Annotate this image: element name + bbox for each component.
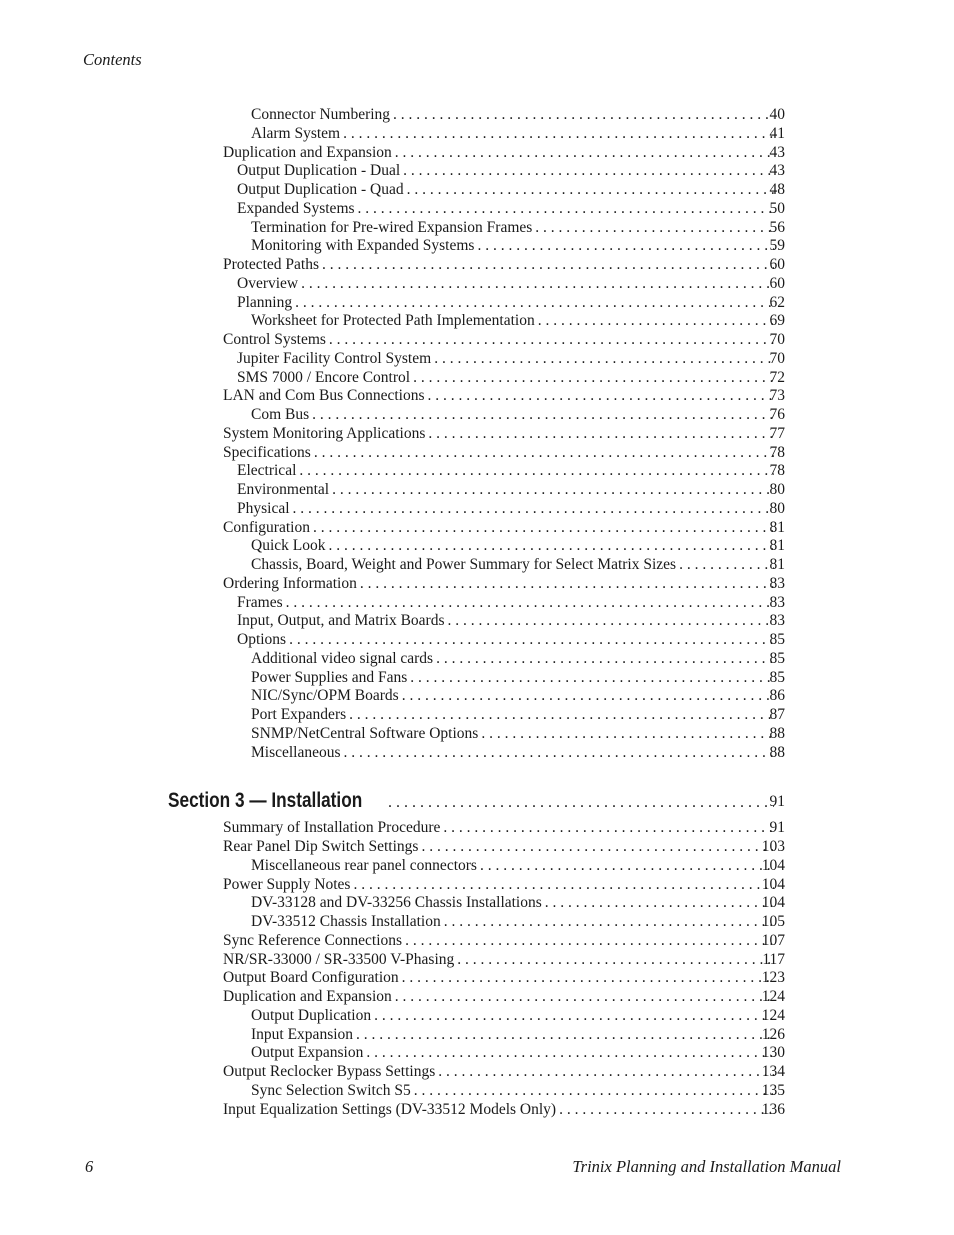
toc-entry-title: Environmental [237,481,330,498]
toc-entry[interactable] [0,631,954,650]
toc-entry[interactable] [0,125,954,144]
toc-entry[interactable] [0,1026,954,1045]
dot-leader [481,725,774,744]
toc-entry-title: Additional video signal cards [251,649,434,667]
dot-leader [413,369,774,388]
dot-leader [448,612,774,631]
toc-entry[interactable] [0,650,954,669]
toc-entry-page: 126 [761,1025,785,1043]
toc-entry[interactable] [0,1063,954,1082]
toc-entry-page: 105 [761,913,785,930]
toc-entry-title: Rear Panel Dip Switch Settings [223,838,419,855]
toc-entry-page: 134 [761,1063,785,1080]
table-of-contents [0,106,954,1119]
toc-entry-title: Alarm System [251,124,341,142]
toc-entry-page: 85 [769,649,785,667]
toc-entry-page: 104 [761,875,785,893]
dot-leader [388,794,774,812]
toc-entry[interactable] [0,932,954,951]
toc-entry[interactable] [0,706,954,725]
dot-leader [299,462,774,481]
toc-entry-title: Frames [237,593,283,611]
toc-entry-page: 70 [769,331,785,348]
toc-entry[interactable] [0,594,954,613]
toc-entry-title: Duplication and Expansion [223,143,392,161]
toc-entry[interactable] [0,988,954,1007]
toc-entry-page: 107 [761,931,785,949]
toc-entry-title: Com Bus [251,406,310,423]
toc-entry-page: 85 [769,668,785,686]
toc-entry-page: 88 [769,724,785,742]
toc-entry[interactable] [0,575,954,594]
dot-leader [289,631,774,650]
toc-entry[interactable] [0,951,954,970]
toc-entry[interactable] [0,537,954,556]
toc-entry[interactable] [0,237,954,256]
toc-entry-title: Connector Numbering [251,106,391,123]
toc-entry-page: 136 [761,1100,785,1118]
dot-leader [295,294,774,313]
dot-leader [395,144,774,163]
toc-group-after [0,819,954,1119]
dot-leader [329,331,774,350]
toc-entry-title: Miscellaneous rear panel connectors [251,856,477,874]
toc-entry-title: Options [237,631,287,648]
toc-entry[interactable] [0,144,954,163]
dot-leader [438,1063,774,1082]
toc-entry[interactable] [0,294,954,313]
toc-entry-title: Output Reclocker Bypass Settings [223,1063,436,1080]
toc-entry-title: Input, Output, and Matrix Boards [237,612,445,630]
toc-entry-page: 60 [769,274,785,292]
toc-entry[interactable] [0,369,954,388]
toc-entry-title: Chassis, Board, Weight and Power Summary for Select Matrix Sizes [251,556,677,573]
toc-entry[interactable] [0,106,954,125]
toc-entry-title: SNMP/NetCentral Software Options [251,724,479,742]
toc-group-before [0,106,954,762]
dot-leader [356,1026,774,1045]
toc-entry-title: NIC/Sync/OPM Boards [251,687,399,705]
dot-leader [443,819,774,838]
dot-leader [353,876,774,895]
toc-entry-page: 123 [761,969,785,987]
toc-entry-page: 130 [761,1044,785,1062]
dot-leader [535,219,774,238]
toc-entry[interactable] [0,1007,954,1026]
toc-entry[interactable] [0,256,954,275]
toc-entry[interactable] [0,200,954,219]
dot-leader [393,106,774,125]
dot-leader [349,706,774,725]
toc-entry[interactable] [0,1101,954,1120]
toc-entry-page: 135 [761,1081,785,1099]
toc-entry-page: 73 [769,387,785,405]
dot-leader [538,312,774,331]
toc-entry-page: 86 [769,687,785,705]
toc-entry[interactable] [0,687,954,706]
dot-leader [395,988,774,1007]
toc-entry-title: Miscellaneous [251,743,341,761]
toc-entry-title: Input Equalization Settings (DV-33512 Models Only) [223,1100,557,1118]
toc-entry-page: 62 [769,293,785,311]
dot-leader [301,275,774,294]
dot-leader [434,350,774,369]
dot-leader [403,162,774,181]
toc-entry[interactable] [0,425,954,444]
toc-entry-title: DV-33128 and DV-33256 Chassis Installations [251,894,542,912]
dot-leader [358,200,774,219]
toc-entry[interactable] [0,331,954,350]
toc-entry-title: Sync Reference Connections [223,931,403,949]
toc-entry-page: 117 [762,950,785,968]
toc-entry-title: Output Duplication [251,1006,372,1024]
dot-leader [436,650,774,669]
toc-entry-title: Output Duplication - Quad [237,181,404,198]
toc-entry-page: 87 [769,706,785,723]
toc-entry-title: Overview [237,274,299,292]
toc-entry-title: Control Systems [223,331,326,348]
toc-entry-title: Configuration [223,518,310,536]
dot-leader [480,857,774,876]
dot-leader [545,894,774,913]
toc-entry[interactable] [0,462,954,481]
toc-entry-page: 103 [761,838,785,855]
toc-entry-title: Output Duplication - Dual [237,162,401,180]
dot-leader [428,425,774,444]
dot-leader [421,838,774,857]
toc-entry[interactable] [0,725,954,744]
toc-entry-title: Monitoring with Expanded Systems [251,237,475,255]
dot-leader [444,913,774,932]
toc-entry[interactable] [0,406,954,425]
footer-manual-title: Trinix Planning and Installation Manual [572,1157,841,1176]
toc-entry-page: 83 [769,593,785,611]
toc-entry-page: 56 [769,218,785,236]
dot-leader [410,669,774,688]
toc-entry-page: 78 [769,462,785,480]
toc-entry-title: DV-33512 Chassis Installation [251,913,441,930]
dot-leader [293,500,774,519]
toc-entry[interactable] [0,387,954,406]
toc-entry-page: 69 [769,312,785,330]
toc-entry-title: Duplication and Expansion [223,988,392,1005]
toc-entry-title: SMS 7000 / Encore Control [237,368,411,386]
dot-leader [407,181,774,200]
toc-entry-title: Port Expanders [251,706,347,723]
toc-entry-page: 88 [769,743,785,761]
toc-entry-page: 70 [769,349,785,367]
toc-entry-page: 81 [769,537,785,555]
dot-leader [477,237,774,256]
toc-entry[interactable] [0,181,954,200]
dot-leader [328,537,774,556]
toc-entry-title: Expanded Systems [237,199,355,217]
dot-leader [312,406,774,425]
toc-entry-page: 91 [769,819,785,837]
toc-entry[interactable] [0,219,954,238]
toc-entry-title: Specifications [223,443,311,461]
toc-entry-page: 124 [761,988,785,1005]
toc-entry[interactable] [0,857,954,876]
dot-leader [428,387,775,406]
dot-leader [313,519,774,538]
toc-entry[interactable] [0,1082,954,1101]
section-page-number: 91 [769,792,785,810]
toc-entry[interactable] [0,744,954,763]
toc-entry-page: 50 [769,199,785,217]
toc-entry-title: Worksheet for Protected Path Implementation [251,312,535,330]
toc-entry-title: Output Board Configuration [223,969,399,987]
toc-entry-page: 83 [769,612,785,630]
toc-entry-title: Output Expansion [251,1044,364,1062]
toc-entry-title: Protected Paths [223,256,319,273]
toc-entry-page: 72 [769,368,785,386]
toc-entry[interactable] [0,312,954,331]
toc-entry[interactable] [0,819,954,838]
toc-entry-page: 40 [769,106,785,123]
toc-entry[interactable] [0,275,954,294]
toc-entry-title: Jupiter Facility Control System [237,349,432,367]
toc-entry-title: Summary of Installation Procedure [223,819,441,837]
toc-entry-title: Planning [237,293,293,311]
dot-leader [559,1101,774,1120]
section-heading-row[interactable] [0,762,954,819]
dot-leader [457,951,774,970]
toc-entry-title: Electrical [237,462,297,480]
toc-entry-page: 76 [769,406,785,423]
toc-entry[interactable] [0,838,954,857]
dot-leader [405,932,774,951]
toc-entry-title: NR/SR-33000 / SR-33500 V-Phasing [223,950,455,968]
toc-entry-page: 43 [769,162,785,180]
toc-entry[interactable] [0,969,954,988]
toc-entry-page: 43 [769,143,785,161]
toc-entry-page: 41 [769,124,785,142]
toc-entry-title: Quick Look [251,537,326,555]
toc-entry-page: 81 [769,556,785,573]
toc-entry-title: Termination for Pre-wired Expansion Frames [251,218,533,236]
toc-entry[interactable] [0,1044,954,1063]
toc-entry-title: Physical [237,499,290,517]
toc-entry-page: 83 [769,574,785,592]
toc-entry[interactable] [0,913,954,932]
dot-leader [402,687,774,706]
footer-page-number: 6 [85,1157,94,1176]
toc-entry-title: System Monitoring Applications [223,424,426,442]
toc-entry-page: 59 [769,237,785,255]
toc-entry[interactable] [0,894,954,913]
toc-entry-page: 124 [761,1006,785,1024]
toc-entry-page: 80 [769,481,785,498]
toc-entry[interactable] [0,876,954,895]
dot-leader [332,481,774,500]
toc-entry-page: 81 [769,518,785,536]
toc-entry-page: 80 [769,499,785,517]
dot-leader [360,575,774,594]
toc-entry-page: 77 [769,424,785,442]
toc-entry-page: 48 [769,181,785,198]
running-header: Contents [83,50,142,69]
toc-entry[interactable] [0,612,954,631]
dot-leader [344,744,774,763]
toc-entry-page: 60 [769,256,785,273]
dot-leader [374,1007,774,1026]
toc-entry[interactable] [0,669,954,688]
toc-entry-page: 85 [769,631,785,648]
dot-leader [414,1082,774,1101]
toc-entry[interactable] [0,350,954,369]
toc-entry-page: 104 [761,894,785,912]
section-title: Section 3 — Installation [168,789,363,813]
toc-entry-page: 104 [761,856,785,874]
toc-entry[interactable] [0,556,954,575]
toc-entry-title: Power Supply Notes [223,875,351,893]
dot-leader [322,256,774,275]
toc-entry[interactable] [0,444,954,463]
toc-entry[interactable] [0,162,954,181]
dot-leader [286,594,774,613]
toc-entry[interactable] [0,500,954,519]
dot-leader [402,969,774,988]
toc-entry-title: LAN and Com Bus Connections [223,387,425,405]
toc-entry-page: 78 [769,443,785,461]
toc-entry-title: Power Supplies and Fans [251,668,408,686]
dot-leader [366,1044,774,1063]
dot-leader [343,125,774,144]
dot-leader [314,444,774,463]
toc-entry[interactable] [0,519,954,538]
toc-entry-title: Input Expansion [251,1025,354,1043]
toc-entry[interactable] [0,481,954,500]
toc-entry-title: Ordering Information [223,574,357,592]
toc-entry-title: Sync Selection Switch S5 [251,1081,411,1099]
